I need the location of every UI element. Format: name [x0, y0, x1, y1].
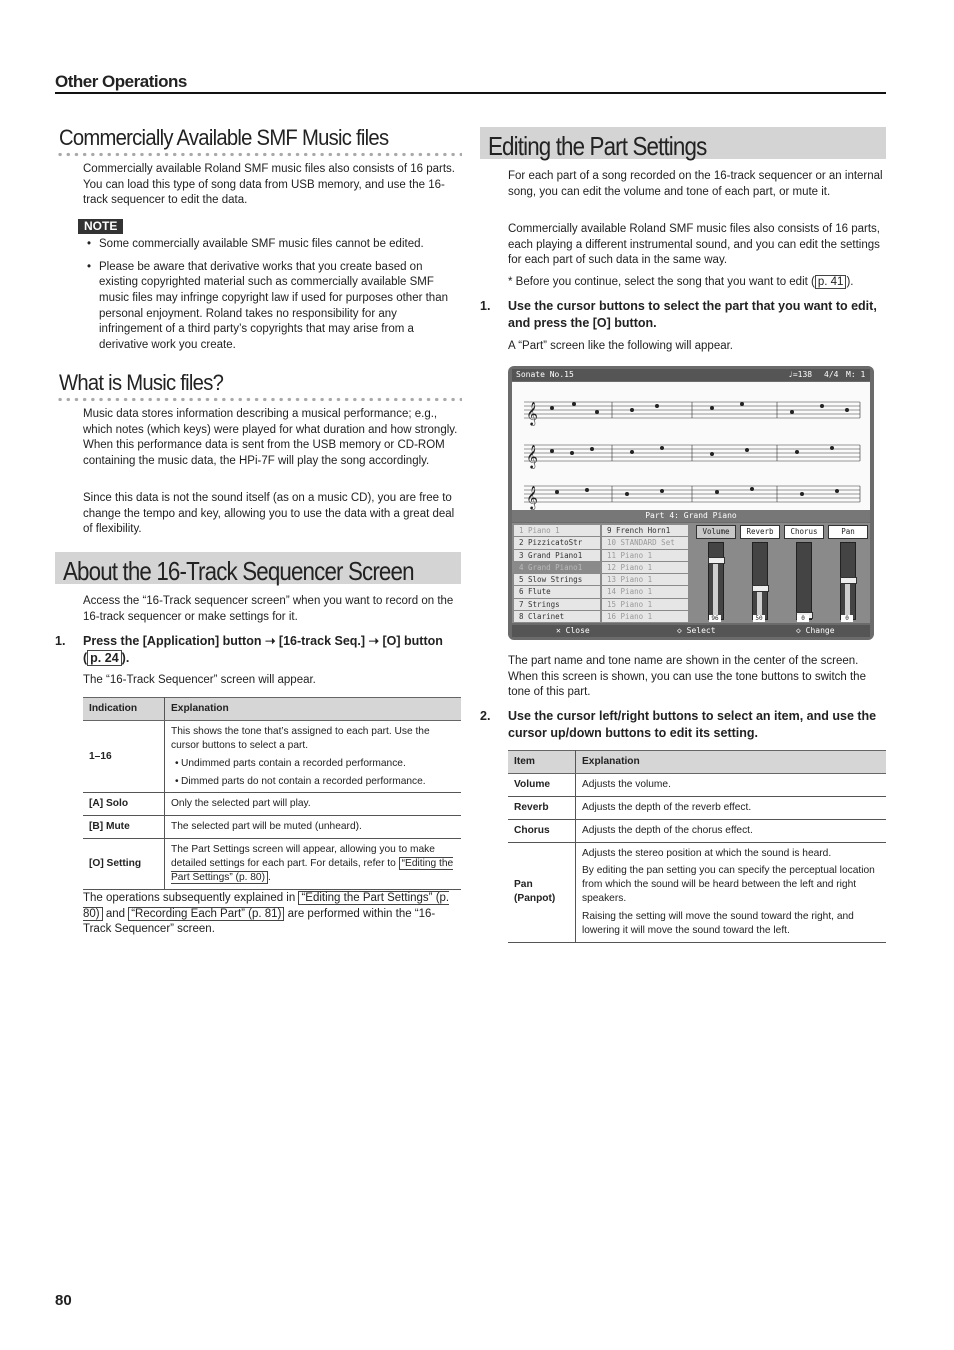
table-header: Indication [83, 698, 165, 721]
music-files-p2: Since this data is not the sound itself (as on a music CD), you are free to change the tempo and key, allowing you to use the data with a great deal of flexibility. [83, 492, 455, 536]
step-number: 1. [55, 634, 66, 648]
part-item[interactable]: 1 Piano 1 [514, 525, 600, 536]
svg-text:𝄞: 𝄞 [526, 485, 538, 509]
dotted-rule [56, 397, 462, 402]
cross-ref-link[interactable]: “Editing the Part Settings” (p. 80) [83, 892, 450, 920]
part-screen [508, 366, 874, 640]
music-files-p1: Music data stores information describing a musical performance; e.g., which notes (which keys) were played for what duration and how strongly. When this performance data is sent from the USB memory or CD-ROM containing the music data, the HPi-7F will play the song accordingly. [83, 408, 458, 467]
table-row: 1–16 This shows the tone that’s assigned to each part. Use the cursor buttons to select a part. • Undimmed parts contain a recorded performance. • Dimmed parts do not contain a recorded performance. [83, 720, 461, 793]
part-item[interactable]: 14 Piano 1 [602, 586, 688, 597]
heading-box-sequencer [55, 552, 461, 584]
change-softkey[interactable]: ◇ Change [796, 626, 835, 635]
part-p2: Commercially available Roland SMF music files also consists of 16 parts, each playing a different instrumental sound, and you can edit the settings for each part of such data in the same way. [508, 223, 880, 267]
part-item[interactable]: 10 STANDARD Set [602, 537, 688, 548]
part-item-selected[interactable]: 4 Grand Piano1 [514, 562, 600, 573]
tab-volume[interactable]: Volume [696, 525, 736, 539]
song-name: Sonate No.15 [516, 370, 574, 379]
after-screen-text: The part name and tone name are shown in the center of the screen. When this screen is shown, you can use the tone buttons to switch the tone of this part. [508, 655, 866, 699]
heading-smf: Commercially Available SMF Music files [59, 125, 389, 150]
heading-part-settings: Editing the Part Settings [488, 131, 707, 161]
score-view [512, 382, 870, 510]
page-link[interactable]: p. 41 [815, 275, 847, 289]
table-row: [O] Setting The Part Settings screen will appear, allowing you to make detailed settings for each part. For details, refer to “Editing the Part Settings” (p. 80) . [83, 839, 461, 890]
section-header-title: Other Operations [55, 72, 187, 91]
part-list-right [602, 525, 688, 623]
seq-step1-result: The “16-Track Sequencer” screen will appear. [83, 674, 316, 686]
reverb-slider[interactable] [752, 542, 768, 620]
chorus-value: 0 [797, 615, 809, 622]
arrow-icon: ➝ [368, 634, 380, 648]
part-item[interactable]: 3 Grand Piano1 [514, 550, 600, 561]
part-item[interactable]: 16 Piano 1 [602, 611, 688, 622]
measure: M: 1 [846, 370, 866, 379]
chorus-slider[interactable] [796, 542, 812, 620]
smf-body: Commercially available Roland SMF music files also consists of 16 parts. You can load this type of song data from USB memory, and use the 16-track sequencer to edit the data. [83, 163, 455, 207]
table-header: Explanation [165, 698, 462, 721]
part-item[interactable]: 8 Clarinet [514, 611, 600, 622]
part-item[interactable]: 7 Strings [514, 599, 600, 610]
part-list-left [514, 525, 600, 623]
music-staff-icon [512, 382, 870, 510]
table-header: Explanation [576, 751, 887, 774]
note-list [83, 237, 461, 360]
cross-ref-link[interactable]: “Recording Each Part” (p. 81) [128, 907, 284, 921]
heading-music-files: What is Music files? [59, 370, 224, 395]
part-p3: * Before you continue, select the song that you want to edit ( p. 41 ). [508, 276, 854, 288]
beat: 4/4 [824, 370, 839, 379]
heading-sequencer: About the 16-Track Sequencer Screen [63, 556, 414, 586]
table-header: Item [508, 751, 576, 774]
part-step2: 2. Use the cursor left/right buttons to select an item, and use the cursor up/down buttons to edit its setting. [480, 709, 877, 741]
heading-box-part-settings [480, 127, 886, 159]
close-softkey[interactable]: ✕ Close [556, 626, 590, 635]
table-row: Volume Adjusts the volume. [508, 773, 886, 796]
svg-text:𝄞: 𝄞 [526, 401, 538, 425]
seq-outro: The operations subsequently explained in “Editing the Part Settings” (p. 80) and “Recording Each Part” (p. 81) are performed within the “16-Track Sequencer” screen. [83, 892, 450, 936]
dotted-rule [56, 152, 462, 157]
table-row: Chorus Adjusts the depth of the chorus effect. [508, 819, 886, 842]
table-row: Reverb Adjusts the depth of the reverb effect. [508, 796, 886, 819]
screen-topbar [512, 369, 870, 381]
seq-step1: 1. Press the [Application] button ➝ [16-track Seq.] ➝ [O] button ( p. 24 ). [55, 634, 443, 666]
note-item: • Please be aware that derivative works that you create based on existing copyrighted material such as commercially available SMF music files may infringe copyright law if used for purposes other than personal enjoyment. Roland takes no responsibility for any infringement of a third party’s copyrights that may arise from a derivative work you create. [83, 260, 461, 354]
table-row: [A] Solo Only the selected part will play. [83, 793, 461, 816]
part-item[interactable]: 12 Piano 1 [602, 562, 688, 573]
volume-slider[interactable] [708, 542, 724, 620]
arrow-icon: ➝ [264, 634, 276, 648]
part-item[interactable]: 6 Flute [514, 586, 600, 597]
tempo: ♩=138 [788, 370, 813, 379]
indication-table [83, 697, 461, 890]
screen-body [512, 523, 870, 623]
tab-chorus[interactable]: Chorus [784, 525, 824, 539]
table-row: [B] Mute The selected part will be muted (unheard). [83, 816, 461, 839]
note-item: • Some commercially available SMF music files cannot be edited. [83, 237, 461, 253]
part-step1: 1. Use the cursor buttons to select the part that you want to edit, and press the [O] button. [480, 299, 877, 331]
part-name-bar: Part 4: Grand Piano [512, 510, 870, 522]
table-row: Pan (Panpot) Adjusts the stereo position at which the sound is heard. By editing the pan setting you can specify the perceptual location from which the sound will be heard between the left and right speakers. Raising the setting will move the sound toward the right, and lowering it will move the sound toward the left. [508, 842, 886, 942]
tab-pan[interactable]: Pan [828, 525, 868, 539]
part-item[interactable]: 11 Piano 1 [602, 550, 688, 561]
item-table [508, 750, 886, 943]
cross-ref-link[interactable]: “Editing the Part Settings” (p. 80) [171, 858, 454, 883]
reverb-value: 50 [753, 615, 765, 622]
part-item[interactable]: 9 French Horn1 [602, 525, 688, 536]
tab-reverb[interactable]: Reverb [740, 525, 780, 539]
volume-value: 96 [709, 615, 721, 622]
seq-intro: Access the “16-Track sequencer screen” when you want to record on the 16-track sequencer or make settings for it. [83, 595, 454, 623]
part-item[interactable]: 13 Piano 1 [602, 574, 688, 585]
page-number: 80 [55, 1292, 72, 1309]
note-badge: NOTE [78, 219, 123, 234]
header-rule [55, 92, 886, 94]
part-item[interactable]: 2 PizzicatoStr [514, 537, 600, 548]
page-link[interactable]: p. 24 [87, 650, 122, 666]
part-item[interactable]: 15 Piano 1 [602, 599, 688, 610]
part-p1: For each part of a song recorded on the 16-track sequencer or an internal song, you can edit the volume and tone of each part, or mute it. [508, 170, 883, 198]
part-step1-result: A “Part” screen like the following will appear. [508, 340, 733, 352]
pan-value: 0 [841, 615, 853, 622]
svg-text:𝄞: 𝄞 [526, 444, 538, 468]
screen-footer [512, 625, 870, 637]
pan-slider[interactable] [840, 542, 856, 620]
part-item[interactable]: 5 Slow Strings [514, 574, 600, 585]
select-softkey[interactable]: ◇ Select [677, 626, 716, 635]
